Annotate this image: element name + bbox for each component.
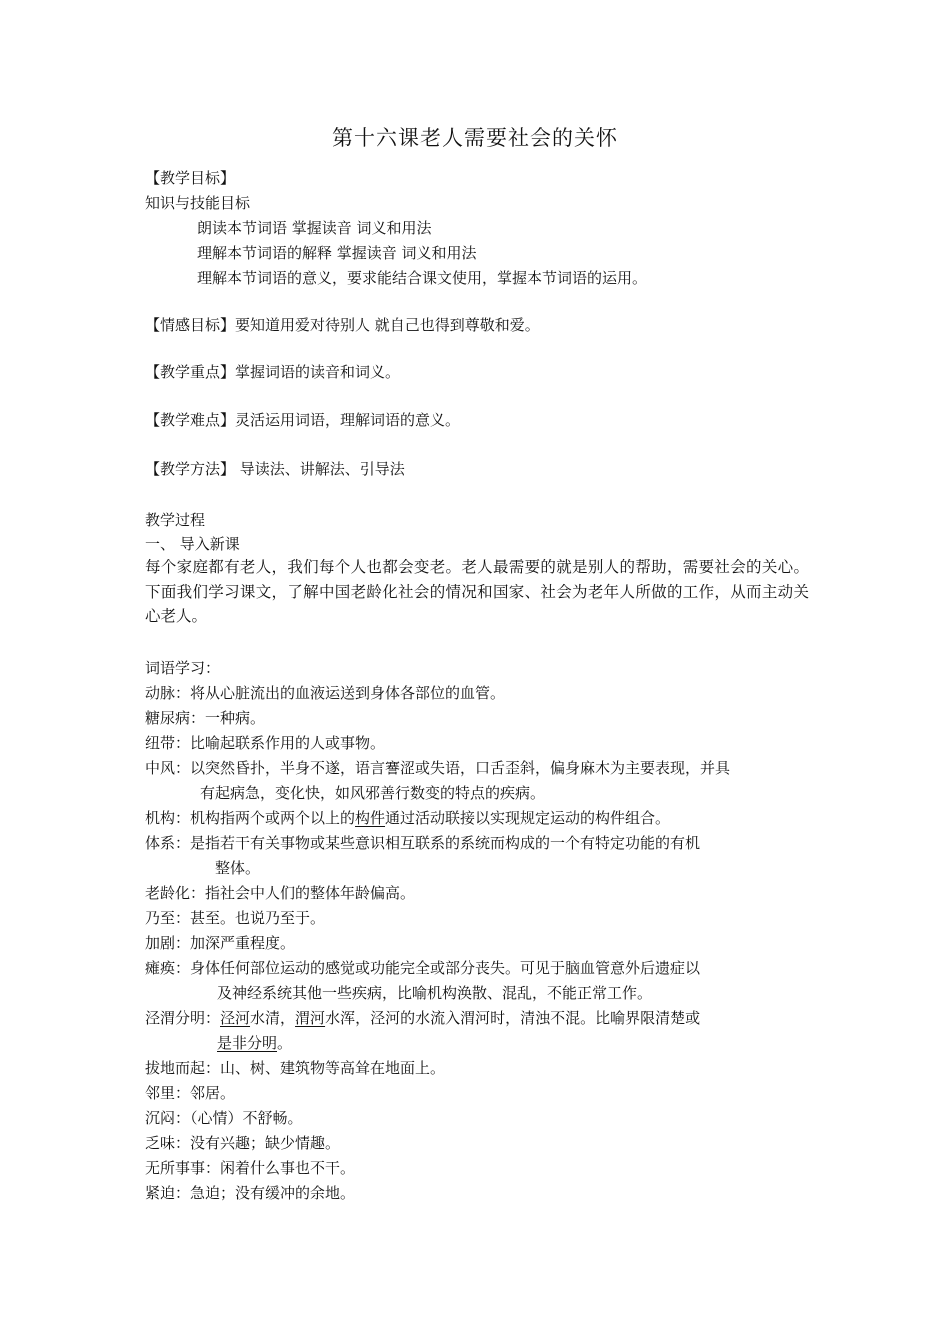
vocab-text: 沉闷：（心情）不舒畅。 [145,1109,303,1127]
vocab-text: 动脉：将从心脏流出的血液运送到身体各部位的血管。 [145,684,506,702]
process-heading: 教学过程 [145,511,206,529]
vocab-text: 纽带：比喻起联系作用的人或事物。 [145,734,386,752]
intro-paragraph: 每个家庭都有老人，我们每个人也都会变老。老人最需要的就是别人的帮助，需要社会的关心。下面我们学习课文，了解中国老龄化社会的情况和国家、社会为老年人所做的工作，从而主动关心老人。 [145,558,809,625]
objective-item: 理解本节词语的解释 掌握读音 词义和用法 [197,244,477,262]
vocab-item [145,1181,809,1206]
vocab-text: 乃至：甚至。也说乃至于。 [145,909,326,927]
difficulty: 【教学难点】灵活运用词语，理解词语的意义。 [145,411,461,429]
objectives-heading: 【教学目标】 [145,169,236,187]
vocab-item [145,731,809,756]
vocab-text: 通过活动联接以实现规定运动的构件组合。 [385,809,671,827]
vocab-text: 。 [277,1033,293,1052]
vocab-text: 中风：以突然昏扑，半身不遂，语言謇涩或失语，口舌歪斜，偏身麻木为主要表现，并具 [145,759,731,777]
vocab-text: 水清， [250,1009,296,1027]
underlined-term: 渭河 [295,1009,326,1027]
key-point: 【教学重点】掌握词语的读音和词义。 [145,363,401,381]
vocab-item [145,831,809,880]
emotion-goal: 【情感目标】要知道用爱对待别人 就自己也得到尊敬和爱。 [145,316,540,334]
objective-item: 朗读本节词语 掌握读音 词义和用法 [197,219,432,237]
vocab-text-cont: 整体。 [215,858,261,877]
teaching-method: 【教学方法】 导读法、讲解法、引导法 [145,460,405,478]
underlined-term: 泾河 [220,1009,251,1027]
vocab-text: 体系：是指若干有关事物或某些意识相互联系的系统而构成的一个有特定功能的有机 [145,834,701,852]
vocab-item [145,881,809,906]
vocab-item [145,1081,809,1106]
vocab-item [145,706,809,731]
vocab-item [145,756,809,805]
vocab-item [145,681,809,706]
vocab-text: 乏味：没有兴趣；缺少情趣。 [145,1134,341,1152]
vocab-text: 拔地而起：山、树、建筑物等高耸在地面上。 [145,1059,446,1077]
vocab-item [145,1106,809,1131]
underlined-term: 是非分明 [217,1033,278,1052]
underlined-term: 构件 [355,809,386,827]
vocab-text: 水浑，泾河的水流入渭河时，清浊不混。比喻界限清楚或 [325,1009,701,1027]
vocab-text: 邻里：邻居。 [145,1084,236,1102]
vocab-item [145,806,809,831]
vocab-text: 瘫痪：身体任何部位运动的感觉或功能完全或部分丧失。可见于脑血管意外后遗症以 [145,959,701,977]
vocab-item [145,1006,809,1055]
vocab-text-cont: 有起病急，变化快，如风邪善行数变的特点的疾病。 [200,783,546,802]
vocab-item [145,1131,809,1156]
vocab-text: 糖尿病：一种病。 [145,709,266,727]
vocab-item [145,931,809,956]
objective-item: 理解本节词语的意义，要求能结合课文使用，掌握本节词语的运用。 [197,269,648,287]
vocab-text: 机构：机构指两个或两个以上的 [145,809,356,827]
vocab-item [145,1056,809,1081]
vocab-text-cont: 及神经系统其他一些疾病，比喻机构涣散、混乱，不能正常工作。 [217,983,653,1002]
vocab-text: 紧迫：急迫；没有缓冲的余地。 [145,1184,356,1202]
vocab-text: 加剧：加深严重程度。 [145,934,296,952]
vocab-text: 无所事事：闲着什么事也不干。 [145,1159,356,1177]
vocab-item [145,1156,809,1181]
vocab-text: 泾渭分明： [145,1009,221,1027]
vocab-item [145,956,809,1005]
vocab-heading: 词语学习： [145,659,221,677]
objectives-subheading: 知识与技能目标 [145,194,251,212]
vocab-item [145,906,809,931]
process-step-1: 一、 导入新课 [145,535,240,553]
vocab-text: 老龄化：指社会中人们的整体年龄偏高。 [145,884,416,902]
page-title: 第十六课老人需要社会的关怀 [332,126,618,150]
